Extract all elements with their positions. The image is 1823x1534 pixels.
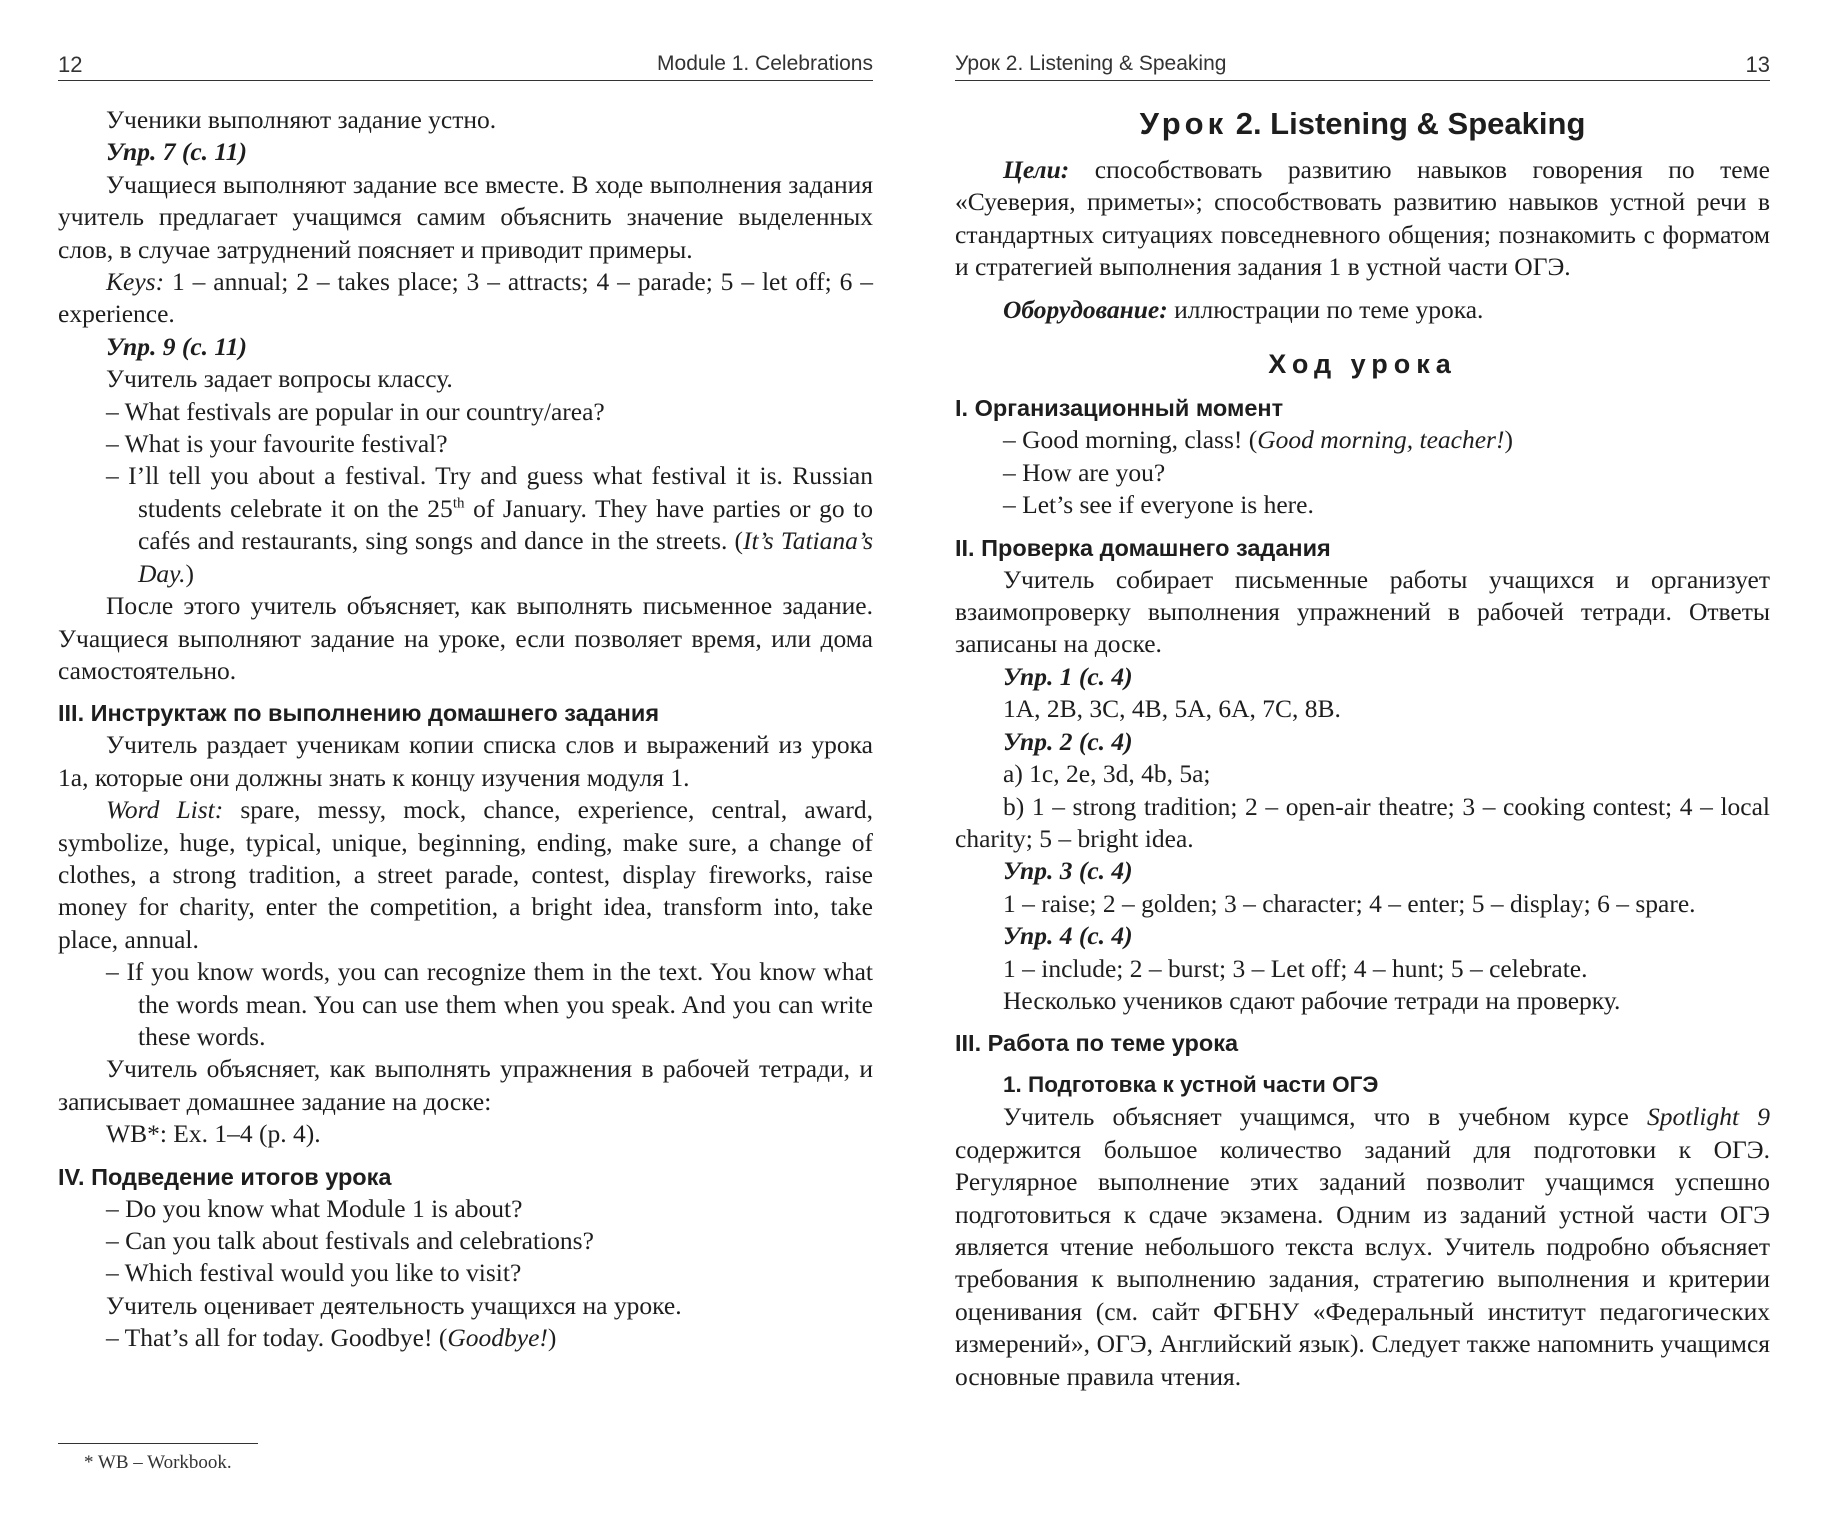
paragraph: Учитель раздает ученикам копии списка слов и выражений из урока 1а, которые они должны знать к концу изучения модуля 1. [58, 730, 873, 792]
exercise-heading: Упр. 3 (с. 4) [1003, 856, 1133, 886]
answer-line: 1 – raise; 2 – golden; 3 – character; 4 – enter; 5 – display; 6 – spare. [1003, 888, 1696, 918]
paragraph-text: Учитель объясняет учащимся, что в учебном курсе [1003, 1102, 1648, 1132]
dialogue-line: – What festivals are popular in our country/area? [106, 396, 605, 426]
paragraph: Несколько учеников сдают рабочие тетради на проверку. [1003, 985, 1621, 1015]
equipment-label: Оборудование: [1003, 294, 1168, 324]
keys-label: Keys: [106, 267, 165, 297]
exercise-heading: Упр. 4 (с. 4) [1003, 921, 1133, 951]
paragraph-text: содержится большое количество заданий для подготовки к ОГЭ. Регулярное выполнение этих заданий позволит учащимся успешно подготовиться к сдаче экзамена. Одним из заданий устной части ОГЭ является чтение небольшого текста вслух. Учитель подробно объясняет требования к выполнению задания, стратегию выполнения и критерии оценивания (см. сайт ФГБНУ «Федеральный институт педагогических измерений», ОГЭ, Английский язык). Следует также напомнить учащимся основные правила чтения. [955, 1134, 1770, 1391]
right-page-body [955, 104, 1770, 1393]
exercise-heading: Упр. 2 (с. 4) [1003, 726, 1133, 756]
paragraph [955, 1101, 1770, 1393]
lesson-title-rest: 2. Listening & Speaking [1227, 106, 1586, 141]
word-list-label: Word List: [106, 795, 224, 825]
dialogue-line: – How are you? [1003, 457, 1166, 487]
right-running-header [955, 50, 1770, 81]
exercise-heading: Упр. 7 (с. 11) [106, 137, 247, 167]
section-heading: III. Инструктаж по выполнению домашнего задания [58, 700, 660, 727]
goals-text: способствовать развитию навыков говорения по теме «Суеверия, приметы»; способствовать развитию навыков устной речи в стандартных ситуациях повседневного общения; познакомить с форматом и стратегией выполнения задания 1 в устной части ОГЭ. [955, 155, 1770, 282]
answer-text: Good morning, teacher! [1257, 425, 1505, 455]
paragraph: Учитель оценивает деятельность учащихся на уроке. [106, 1290, 682, 1320]
footnote: * WB – Workbook. [84, 1452, 232, 1473]
homework-line: WB*: Ex. 1–4 (p. 4). [106, 1119, 321, 1149]
paragraph: Учитель задает вопросы классу. [106, 364, 453, 394]
paragraph: Учитель собирает письменные работы учащихся и организует взаимопроверку выполнения упражнений в рабочей тетради. Ответы записаны на доске. [955, 564, 1770, 659]
keys-paragraph [58, 266, 873, 331]
answer-line: b) 1 – strong tradition; 2 – open-air theatre; 3 – cooking contest; 4 – local charity; 5 – bright idea. [955, 791, 1770, 853]
paragraph: После этого учитель объясняет, как выполнять письменное задание. Учащиеся выполняют задание на уроке, если позволяет время, или дома самостоятельно. [58, 591, 873, 685]
dialogue-text: – I’ll tell you about a festival. Try and guess what festival it is. Russian students celebrate it on the 25 [106, 461, 873, 523]
right-page [955, 0, 1770, 1534]
dialogue-line [58, 1322, 873, 1354]
lesson-title [955, 104, 1770, 144]
lesson-word: Урок [1139, 106, 1228, 141]
goals-paragraph [955, 154, 1770, 284]
footnote-divider [58, 1443, 258, 1444]
dialogue-text: ) [185, 558, 194, 588]
page-number: 12 [58, 52, 83, 77]
dialogue-line: – If you know words, you can recognize them in the text. You know what the words mean. You can use them when you speak. And you can write these words. [106, 957, 873, 1051]
left-page-body [58, 104, 873, 1355]
section-heading: III. Работа по теме урока [955, 1030, 1239, 1057]
equipment-text: иллюстрации по теме урока. [1167, 294, 1484, 324]
section-heading: IV. Подведение итогов урока [58, 1163, 392, 1190]
section-heading: I. Организационный момент [955, 395, 1284, 422]
dialogue-text: ) [547, 1323, 557, 1353]
dialogue-line: – Can you talk about festivals and celebrations? [106, 1226, 594, 1255]
paragraph: Учащиеся выполняют задание все вместе. В ходе выполнения задания учитель предлагает учащимся самим объяснить значение выделенных слов, в случае затруднений поясняет и приводит примеры. [58, 169, 873, 264]
paragraph: Учитель объясняет, как выполнять упражнения в рабочей тетради, и записывает домашнее задание на доске: [58, 1054, 873, 1116]
course-heading: Ход урока [1268, 349, 1457, 380]
course-name: Spotlight 9 [1647, 1102, 1770, 1132]
left-running-header [58, 50, 873, 81]
running-title: Module 1. Celebrations [657, 52, 873, 75]
left-page [58, 0, 873, 1534]
dialogue-line [58, 460, 873, 590]
keys-text: 1 – annual; 2 – takes place; 3 – attracts; 4 – parade; 5 – let off; 6 – experience. [58, 267, 873, 329]
answer-line: a) 1c, 2e, 3d, 4b, 5a; [1003, 759, 1211, 789]
dialogue-text: – Good morning, class! ( [1003, 425, 1258, 455]
answer-text: It’s Tatiana’s Day. [138, 526, 873, 588]
paragraph: Ученики выполняют задание устно. [106, 105, 497, 134]
dialogue-line [955, 424, 1770, 456]
goals-label: Цели: [1003, 155, 1070, 184]
word-list-paragraph [58, 794, 873, 956]
dialogue-text: ) [1504, 425, 1513, 455]
exercise-heading: Упр. 1 (с. 4) [1003, 661, 1133, 691]
ordinal-suffix: th [452, 495, 465, 512]
answer-line: 1А, 2В, 3С, 4В, 5А, 6А, 7С, 8В. [1003, 694, 1341, 724]
answer-text: Goodbye! [447, 1323, 548, 1353]
page-number: 13 [1745, 52, 1770, 77]
running-title: Урок 2. Listening & Speaking [955, 52, 1227, 75]
equipment-paragraph [955, 294, 1770, 326]
word-list-text: spare, messy, mock, chance, experience, central, award, symbolize, huge, typical, unique, beginning, ending, make sure, a change of clothes, a strong tradition, a street parade, contest, display fireworks, raise money for charity, enter the competition, a bright idea, transform into, take place, annual. [58, 795, 873, 954]
answer-line: 1 – include; 2 – burst; 3 – Let off; 4 – hunt; 5 – celebrate. [1003, 953, 1588, 983]
subsection-heading: 1. Подготовка к устной части ОГЭ [1003, 1072, 1379, 1098]
dialogue-line: – What is your favourite festival? [106, 429, 448, 459]
dialogue-line: – Do you know what Module 1 is about? [106, 1193, 523, 1223]
section-heading: II. Проверка домашнего задания [955, 534, 1331, 561]
dialogue-line: – Which festival would you like to visit? [106, 1258, 522, 1288]
exercise-heading: Упр. 9 (с. 11) [106, 331, 247, 361]
dialogue-text: – That’s all for today. Goodbye! ( [106, 1323, 448, 1353]
dialogue-line: – Let’s see if everyone is here. [1003, 490, 1314, 520]
dialogue-text: of January. They have parties or go to cafés and restaurants, sing songs and dance in the streets. ( [138, 493, 873, 556]
